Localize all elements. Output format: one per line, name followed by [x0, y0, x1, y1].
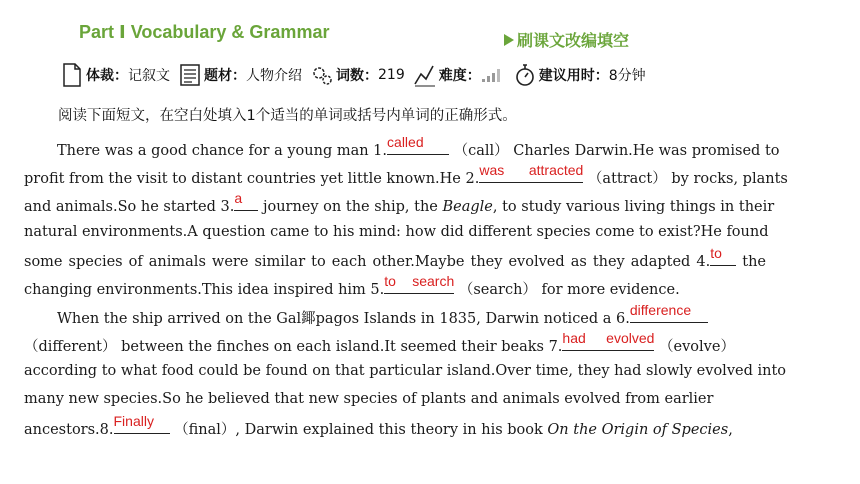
answer-text: Finally	[113, 413, 154, 429]
passage-line: and animals.So he started 3. a journey on the ship, the Beagle, to study various living things in their	[24, 190, 775, 215]
passage-line: changing environments.This idea inspired him 5. to search （search） for more evidence.	[24, 273, 680, 298]
stopwatch-icon	[513, 62, 537, 88]
answer-blank	[562, 330, 655, 351]
meta-bar	[60, 62, 654, 88]
passage-line: according to what food could be found on that particular island.Over time, they had slowly evolved into	[24, 363, 787, 379]
instruction-text: 阅读下面短文，在空白处填入1个适当的单词或括号内单词的正确形式。	[58, 108, 517, 124]
answer-text: a	[234, 190, 243, 206]
section-title: Part Ⅰ Vocabulary & Grammar	[79, 22, 330, 42]
meta-time: 建议用时： 8分钟	[513, 62, 646, 88]
passage-line: natural environments.A question came to his mind: how did different species come to exist?He found	[24, 224, 769, 240]
passage-line: When the ship arrived on the Gal鎁pagos Islands in 1835, Darwin noticed a 6. difference	[57, 306, 694, 329]
answer-text: to search	[384, 273, 455, 289]
list-icon	[178, 62, 202, 88]
meta-topic: 题材： 人物介绍	[178, 62, 302, 88]
answer-text: difference	[629, 302, 692, 318]
answer-blank	[629, 302, 708, 323]
passage-line: （different） between the finches on each island.It seemed their beaks 7. had evolved （evolve）	[24, 330, 735, 355]
answer-text: to	[710, 245, 722, 261]
answer-blank	[113, 413, 170, 434]
passage-line: There was a good chance for a young man 1. called （call） Charles Darwin.He was promised to	[57, 134, 780, 159]
section-tag-label: 刷课文改编填空	[517, 31, 630, 50]
section-tag	[504, 28, 629, 51]
signal-bars-icon	[481, 67, 503, 83]
meta-difficulty: 难度：	[413, 62, 505, 88]
passage-line: some species of animals were similar to each other.Maybe they evolved as they adapted 4. to the	[24, 245, 766, 270]
gears-icon	[310, 62, 334, 88]
passage-line: ancestors.8. Finally （final）, Darwin explained this theory in his book On the Origin of Species,	[24, 413, 733, 438]
answer-blank	[234, 190, 258, 211]
meta-words: 词数： 219	[310, 62, 405, 88]
answer-text: had evolved	[562, 330, 655, 346]
meta-genre: 体裁： 记叙文	[60, 62, 170, 88]
document-icon	[60, 62, 84, 88]
answer-text: was attracted	[479, 162, 584, 178]
chart-icon	[413, 62, 437, 88]
passage-line: profit from the visit to distant countries yet little known.He 2. was attracted （attract） by rocks, plants	[24, 162, 788, 187]
answer-blank	[387, 134, 449, 155]
passage-line: many new species.So he believed that new species of plants and animals evolved from earlier	[24, 391, 714, 407]
answer-blank	[384, 273, 455, 294]
answer-blank	[710, 245, 736, 266]
answer-blank	[479, 162, 584, 183]
play-triangle-icon	[504, 34, 514, 46]
answer-text: called	[387, 134, 424, 150]
